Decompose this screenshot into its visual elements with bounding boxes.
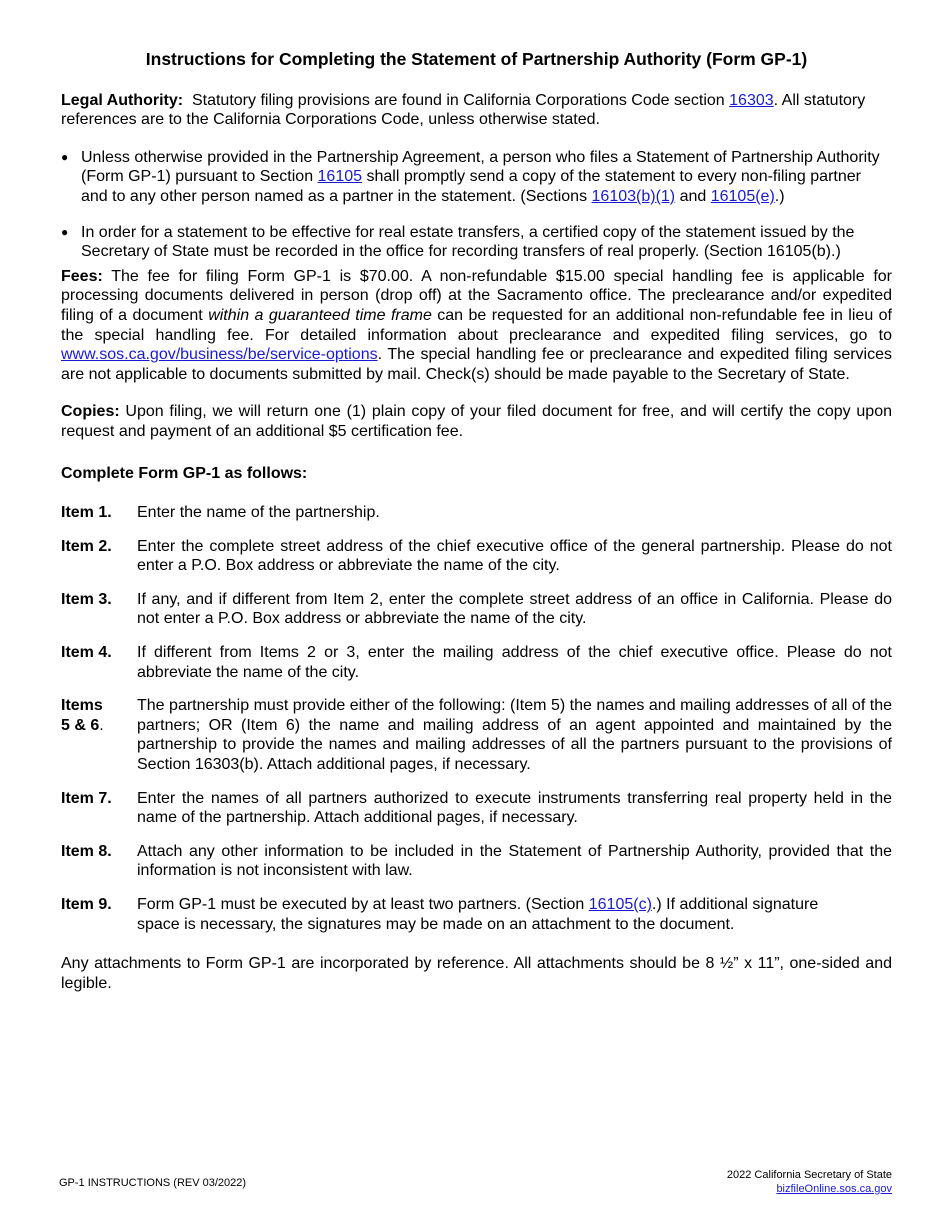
link-16103b1[interactable]: 16103(b)(1)	[591, 187, 676, 205]
fees-text-3: . The special handling fee or preclearance and expedited filing services are not applicable to documents submitted by mail. Check(s) should be made payable to the Secretary of State.	[61, 346, 892, 383]
item-label-line-2: 5 & 6	[61, 716, 100, 734]
legal-authority-paragraph	[61, 91, 892, 130]
item-text	[137, 895, 892, 934]
footer-bizfile-link[interactable]: bizfileOnline.sos.ca.gov	[776, 1183, 892, 1195]
bullet-dot-icon: ●	[61, 149, 69, 164]
legal-text-2: . All statutory references are to the California Corporations Code, unless otherwise stated.	[61, 91, 866, 129]
fees-text-1: The fee for filing Form GP-1 is $70.00. A non-refundable $15.00 special handling fee is applicable for processing documents delivered in person (drop off) at the Sacramento office. The preclearance and/or expedited filing of a document	[61, 267, 892, 324]
item-text: The partnership must provide either of the following: (Item 5) the names and mailing addresses of all of the partners; OR (Item 6) the name and mailing address of an agent appointed and maintained by the partnership to provide the names and mailing addresses of all the partners pursuant to the provisions of Section 16303(b). Attach additional pages, if necessary.	[137, 697, 892, 774]
item-2	[61, 537, 892, 576]
item-text: Enter the name of the partnership.	[137, 504, 380, 522]
item-9	[61, 895, 892, 934]
fees-paragraph	[61, 267, 892, 385]
item-label: Item 8.	[61, 842, 112, 860]
footer-form-revision: GP-1 INSTRUCTIONS (REV 03/2022)	[59, 1177, 247, 1189]
attachments-paragraph: Any attachments to Form GP-1 are incorporated by reference. All attachments should be 8 ½” x 11”, one-sided and legible.	[61, 955, 892, 992]
fees-text-2: can be requested for an additional non-refundable fee in lieu of the special handling fee. For detailed information about preclearance and expedited filing services, go to	[61, 306, 893, 344]
item-label: Item 3.	[61, 590, 112, 608]
bullet-1-text-1: Unless otherwise provided in the Partnership Agreement, a person who files a Statement of Partnership Authority (Form GP-1) pursuant to Section	[81, 148, 880, 186]
bullet-1-text-4: .)	[774, 187, 785, 205]
bullet-item-1	[61, 148, 892, 207]
item-text: Attach any other information to be included in the Statement of Partnership Authority, provided that the information is not inconsistent with law.	[137, 842, 892, 880]
item-label: Item 2.	[61, 537, 112, 555]
item-label-period: .	[99, 716, 104, 734]
item-1	[61, 503, 892, 523]
item-4	[61, 643, 892, 682]
document-page	[61, 50, 892, 993]
bullet-dot-icon: ●	[61, 224, 69, 239]
item-3	[61, 590, 892, 629]
bullet-list	[61, 148, 892, 262]
fees-label: Fees:	[61, 267, 103, 285]
copies-text: Upon filing, we will return one (1) plain copy of your filed document for free, and will certify the copy upon request and payment of an additional $5 certification fee.	[61, 403, 892, 440]
link-16303[interactable]: 16303	[729, 91, 774, 109]
item-7	[61, 789, 892, 828]
item-text: Enter the names of all partners authorized to execute instruments transferring real property held in the name of the partnership. Attach additional pages, if necessary.	[137, 789, 892, 827]
legal-text-1: Statutory filing provisions are found in California Corporations Code section	[191, 91, 730, 109]
item-text: If any, and if different from Item 2, enter the complete street address of an office in California. Please do not enter a P.O. Box address or abbreviate the name of the city.	[137, 590, 892, 628]
link-16105[interactable]: 16105	[317, 168, 363, 186]
link-16105c[interactable]: 16105(c)	[588, 896, 652, 913]
item-8	[61, 842, 892, 881]
item-label: Item 9.	[61, 896, 112, 913]
items-5-6	[61, 696, 892, 774]
fees-italic-text: within a guaranteed time frame	[208, 306, 432, 324]
items-list	[61, 503, 892, 934]
bullet-2-text: In order for a statement to be effective for real estate transfers, a certified copy of the statement issued by the Secretary of State must be recorded in the office for recording transfers of real properly. (Section 16105(b).)	[81, 223, 855, 261]
item-label	[61, 696, 137, 774]
item-9-text-1: Form GP-1 must be executed by at least two partners. (Section	[137, 896, 589, 913]
page-title: Instructions for Completing the Statement of Partnership Authority (Form GP-1)	[145, 49, 808, 69]
bullet-item-2	[61, 223, 892, 262]
bullet-1-text-2: shall promptly send a copy of the statement to every non-filing partner and to any other person named as a partner in the statement. (Sections	[81, 168, 861, 205]
item-text: If different from Items 2 or 3, enter the mailing address of the chief executive office. Please do not abbreviate the name of the city.	[137, 644, 892, 681]
item-9-text-2: .) If additional signature space is necessary, the signatures may be made on an attachment to the document.	[137, 896, 819, 933]
copies-paragraph	[61, 402, 892, 441]
footer-copyright: 2022 California Secretary of State	[726, 1169, 892, 1181]
complete-heading: Complete Form GP-1 as follows:	[61, 464, 308, 482]
item-label: Item 1.	[61, 504, 112, 522]
item-label-line-1: Items	[61, 697, 103, 715]
item-text: Enter the complete street address of the chief executive office of the general partnership. Please do not enter a P.O. Box address or abbreviate the name of the city.	[137, 537, 892, 575]
legal-authority-label: Legal Authority:	[61, 91, 184, 109]
footer-right	[727, 1168, 892, 1196]
link-service-options[interactable]: www.sos.ca.gov/business/be/service-options	[61, 346, 378, 364]
item-label: Item 7.	[61, 789, 112, 807]
link-16105e[interactable]: 16105(e)	[710, 187, 775, 205]
item-label: Item 4.	[61, 644, 112, 662]
bullet-1-text-3: and	[675, 187, 711, 205]
copies-label: Copies:	[61, 403, 120, 421]
